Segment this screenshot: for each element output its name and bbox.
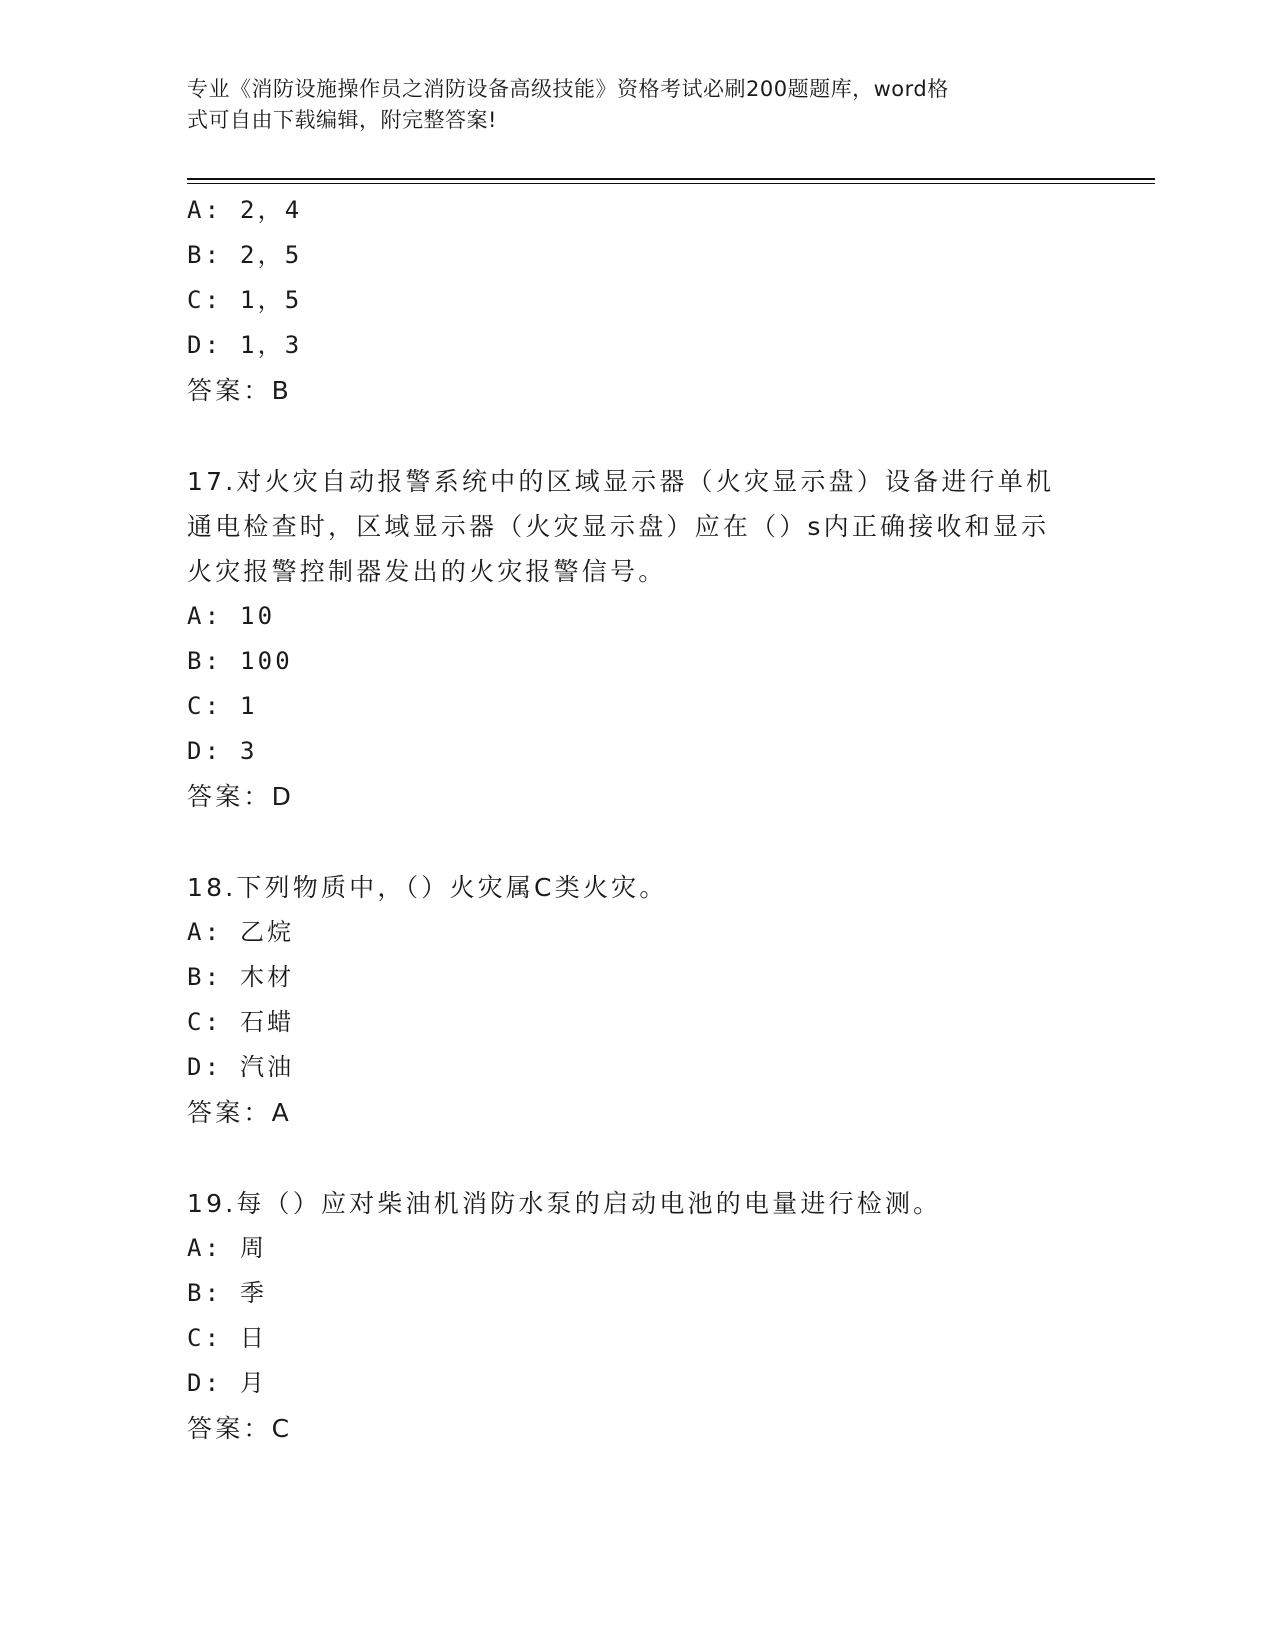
header-divider-thin (187, 183, 1155, 184)
option-b: B: 100 (187, 647, 293, 675)
header-divider-thick (187, 178, 1155, 180)
header-line-1: 专业《消防设施操作员之消防设备高级技能》资格考试必刷200题题库，word格 (187, 77, 949, 101)
option-a: A: 10 (187, 602, 276, 630)
option-b: B: 季 (187, 1279, 268, 1307)
answer: 答案：C (187, 1414, 293, 1443)
option-d: D: 月 (187, 1369, 268, 1397)
question-text-line: 火灾报警控制器发出的火灾报警信号。 (187, 557, 667, 586)
answer: 答案：D (187, 782, 295, 811)
question-18 (187, 865, 1087, 1135)
question-text-line: 通电检查时，区域显示器（火灾显示盘）应在（）s内正确接收和显示 (187, 512, 1050, 541)
option-c: C: 日 (187, 1324, 268, 1352)
option-d: D: 3 (187, 737, 258, 765)
option-d: D: 汽油 (187, 1053, 295, 1081)
question-text-line: 19.每（）应对柴油机消防水泵的启动电池的电量进行检测。 (187, 1189, 942, 1218)
answer: 答案：A (187, 1098, 292, 1127)
answer: 答案：B (187, 376, 292, 405)
option-d: D: 1，3 (187, 331, 303, 359)
question-19 (187, 1181, 1087, 1451)
option-b: B: 木材 (187, 963, 295, 991)
question-16-continuation (187, 188, 1087, 413)
header-line-2: 式可自由下载编辑，附完整答案! (187, 108, 497, 132)
document-header (187, 74, 1077, 136)
option-a: A: 2，4 (187, 196, 303, 224)
option-a: A: 周 (187, 1234, 268, 1262)
question-list (187, 188, 1087, 1451)
question-text-line: 18.下列物质中，（）火灾属C类火灾。 (187, 873, 668, 902)
question-text-line: 17.对火灾自动报警系统中的区域显示器（火灾显示盘）设备进行单机 (187, 467, 1055, 496)
option-c: C: 1 (187, 692, 258, 720)
option-b: B: 2，5 (187, 241, 303, 269)
option-c: C: 1，5 (187, 286, 303, 314)
option-c: C: 石蜡 (187, 1008, 295, 1036)
question-17 (187, 459, 1087, 819)
option-a: A: 乙烷 (187, 918, 295, 946)
